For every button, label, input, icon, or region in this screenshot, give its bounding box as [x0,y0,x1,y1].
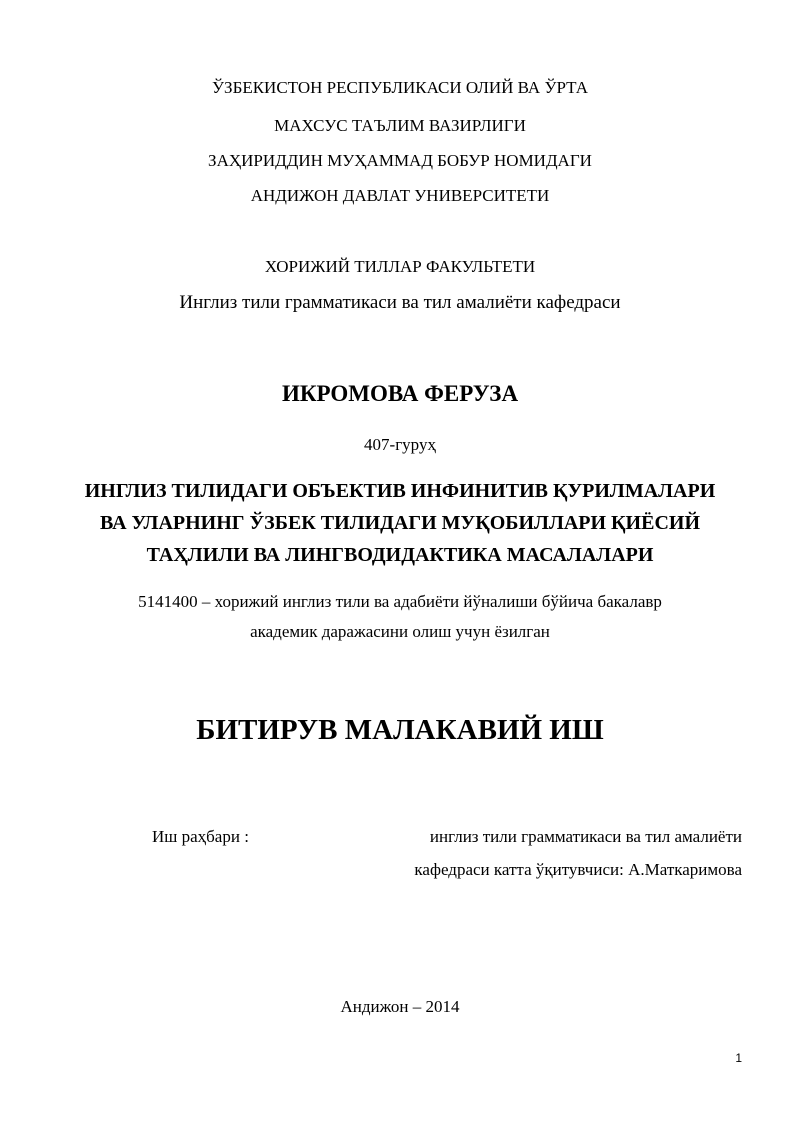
university-line-1: ЗАҲИРИДДИН МУҲАММАД БОБУР НОМИДАГИ [208,151,592,170]
work-type: БИТИРУВ МАЛАКАВИЙ ИШ [196,714,604,746]
purpose-line-2: академик даражасини олиш учун ёзилган [250,622,550,641]
purpose-line-1: 5141400 – хорижий инглиз тили ва адабиёти йўналиши бўйича бакалавр [138,592,662,611]
ministry-line-1: ЎЗБЕКИСТОН РЕСПУБЛИКАСИ ОЛИЙ ВА ЎРТА [212,78,588,97]
supervisor-label: Иш раҳбари : [152,827,249,846]
place-and-year: Андижон – 2014 [340,997,460,1016]
ministry-line-2: МАХСУС ТАЪЛИМ ВАЗИРЛИГИ [274,116,526,135]
author-name: ИКРОМОВА ФЕРУЗА [281,381,519,406]
thesis-title-line-2: ВА УЛАРНИНГ ЎЗБЕК ТИЛИДАГИ МУҚОБИЛЛАРИ ҚИЁСИЙ [99,512,701,534]
supervisor-line-1: инглиз тили грамматикаси ва тил амалиёти [429,827,742,846]
page-number: 1 [735,1051,742,1065]
university-line-2: АНДИЖОН ДАВЛАТ УНИВЕРСИТЕТИ [250,186,550,205]
group-number: 407-гуруҳ [364,435,436,454]
faculty-name: ХОРИЖИЙ ТИЛЛАР ФАКУЛЬТЕТИ [264,257,536,276]
thesis-title-line-1: ИНГЛИЗ ТИЛИДАГИ ОБЪЕКТИВ ИНФИНИТИВ ҚУРИЛМАЛАРИ [84,480,716,502]
thesis-title-line-3: ТАҲЛИЛИ ВА ЛИНГВОДИДАКТИКА МАСАЛАЛАРИ [146,544,654,566]
supervisor-line-2: кафедраси катта ўқитувчиси: А.Маткаримова [414,860,742,879]
department-name: Инглиз тили грамматикаси ва тил амалиёти кафедраси [179,292,621,313]
